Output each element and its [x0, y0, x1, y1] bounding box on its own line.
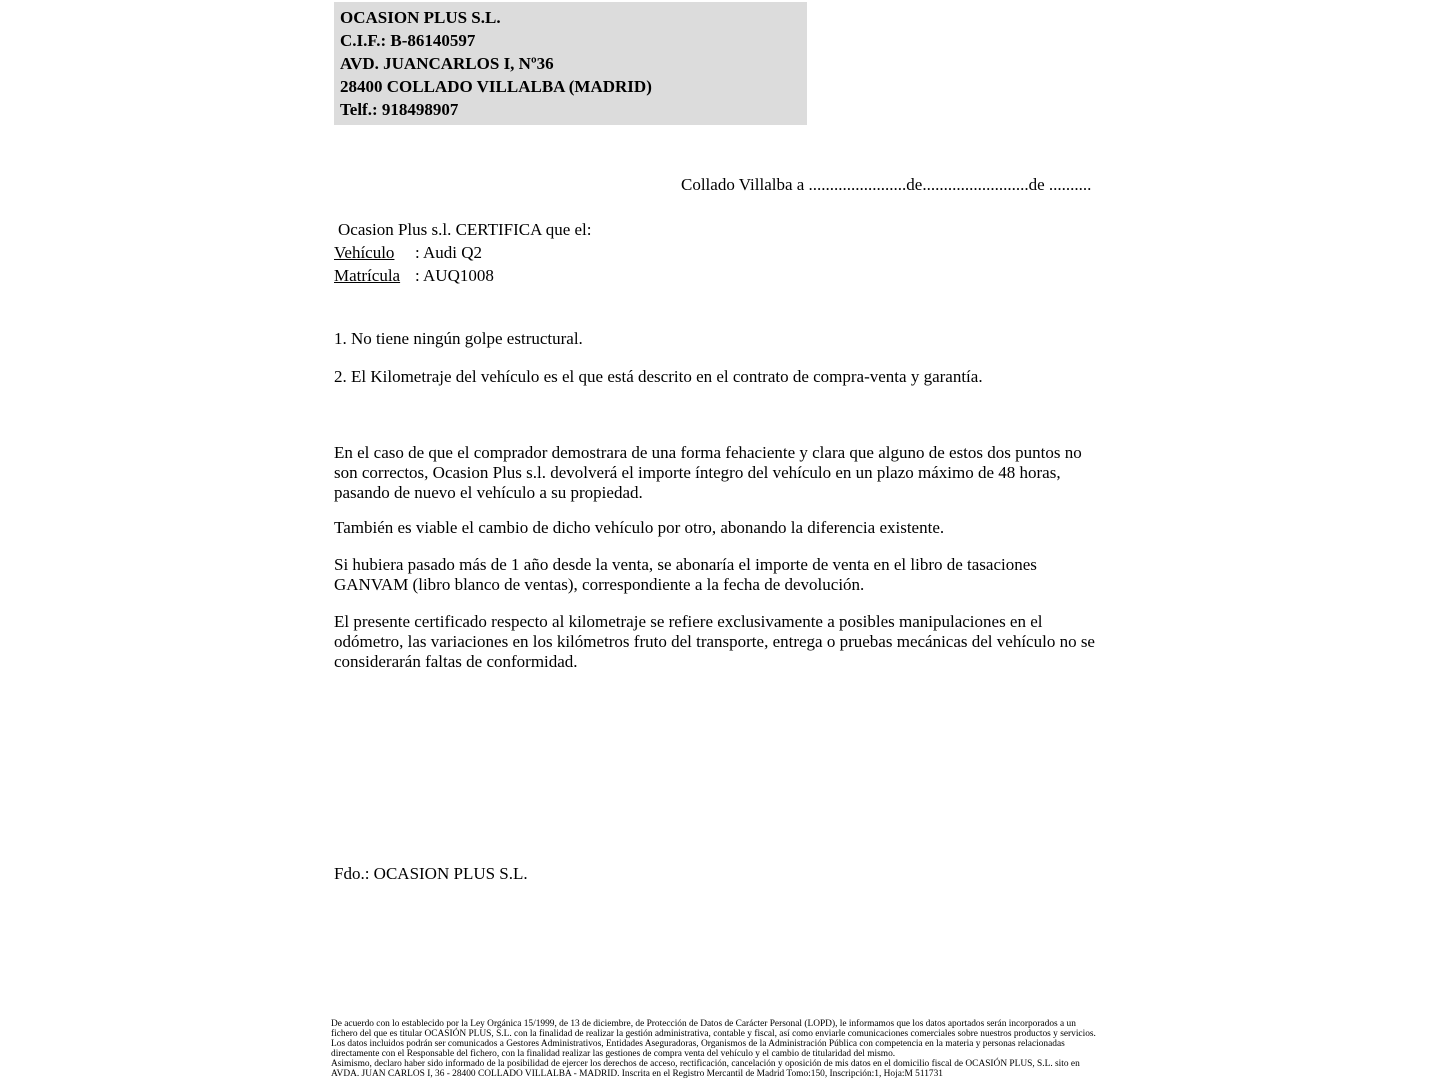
- company-city: 28400 COLLADO VILLALBA (MADRID): [340, 77, 652, 96]
- plate-label-box: [334, 264, 415, 287]
- signature-line: Fdo.: OCASION PLUS S.L.: [334, 864, 528, 883]
- legal-footer: [331, 1020, 1103, 1079]
- plate-value: : AUQ1008: [415, 266, 494, 285]
- footer-paragraph-rights: Asimismo, declaro haber sido informado de la posibilidad de ejercer los derechos de acceso, rectificación, cancelación y oposición de mis datos en el domicilio fiscal de OCASIÓN PLUS, S.L. sito en AVDA. JUAN CARLOS I, 36 - 28400 COLLADO VILLALBA - MADRID. Inscrita en el Registro Mercantil de Madrid Tomo:150, Inscripción:1, Hoja:M 511731: [331, 1058, 1080, 1079]
- body-paragraph-exchange: También es viable el cambio de dicho vehículo por otro, abonando la diferencia existente.: [334, 518, 945, 537]
- company-address: AVD. JUANCARLOS I, Nº36: [340, 54, 554, 73]
- footer-paragraph-lopd: De acuerdo con lo establecido por la Ley Orgánica 15/1999, de 13 de diciembre, de Protección de Datos de Carácter Personal (LOPD), le informamos que los datos aportados serán incorporados a un fichero del que es titular OCASIÓN PLUS, S.L. con la finalidad de realizar la gestión administrativa, contable y fiscal, así como enviarle comunicaciones comerciales sobre nuestros productos y servicios.: [331, 1019, 1096, 1039]
- vehicle-value: : Audi Q2: [415, 243, 483, 262]
- company-letterhead: [334, 2, 807, 125]
- certify-intro: Ocasion Plus s.l. CERTIFICA que el:: [338, 220, 592, 239]
- plate-label: Matrícula: [334, 266, 401, 285]
- document-content: [334, 0, 1100, 885]
- certificate-point-1: 1. No tiene ningún golpe estructural.: [334, 329, 583, 348]
- body-paragraph-odometer: El presente certificado respecto al kilometraje se refiere exclusivamente a posibles manipulaciones en el odómetro, las variaciones en los kilómetros fruto del transporte, entrega o pruebas mecánicas del vehículo no se considerarán faltas de conformidad.: [334, 612, 1095, 671]
- plate-row: [334, 264, 1100, 287]
- body-paragraph-refund: En el caso de que el comprador demostrara de una forma fehaciente y clara que alguno de estos dos puntos no son correctos, Ocasion Plus s.l. devolverá el importe íntegro del vehículo en un plazo máximo de 48 horas, pasando de nuevo el vehículo a su propiedad.: [334, 443, 1082, 502]
- company-phone: Telf.: 918498907: [340, 100, 459, 119]
- date-line: Collado Villalba a .......................de.........................de ..........: [681, 175, 1092, 194]
- company-cif: C.I.F.: B-86140597: [340, 31, 476, 50]
- vehicle-label: Vehículo: [334, 243, 395, 262]
- vehicle-row: [334, 241, 1100, 264]
- company-name: OCASION PLUS S.L.: [340, 8, 501, 27]
- certificate-point-2: 2. El Kilometraje del vehículo es el que está descrito en el contrato de compra-venta y garantía.: [334, 367, 983, 386]
- vehicle-label-box: [334, 241, 415, 264]
- body-paragraph-ganvam: Si hubiera pasado más de 1 año desde la venta, se abonaría el importe de venta en el libro de tasaciones GANVAM (libro blanco de ventas), correspondiente a la fecha de devolución.: [334, 555, 1037, 594]
- footer-paragraph-data-sharing: Los datos incluidos podrán ser comunicados a Gestores Administrativos, Entidades Aseguradoras, Organismos de la Administración Pública con competencia en la materia y personas relacionadas directamente con el Responsable del fichero, con la finalidad realizar las gestiones de compra venta del vehículo y el cambio de titularidad del mismo.: [331, 1038, 1065, 1059]
- certification-block: [334, 218, 1100, 287]
